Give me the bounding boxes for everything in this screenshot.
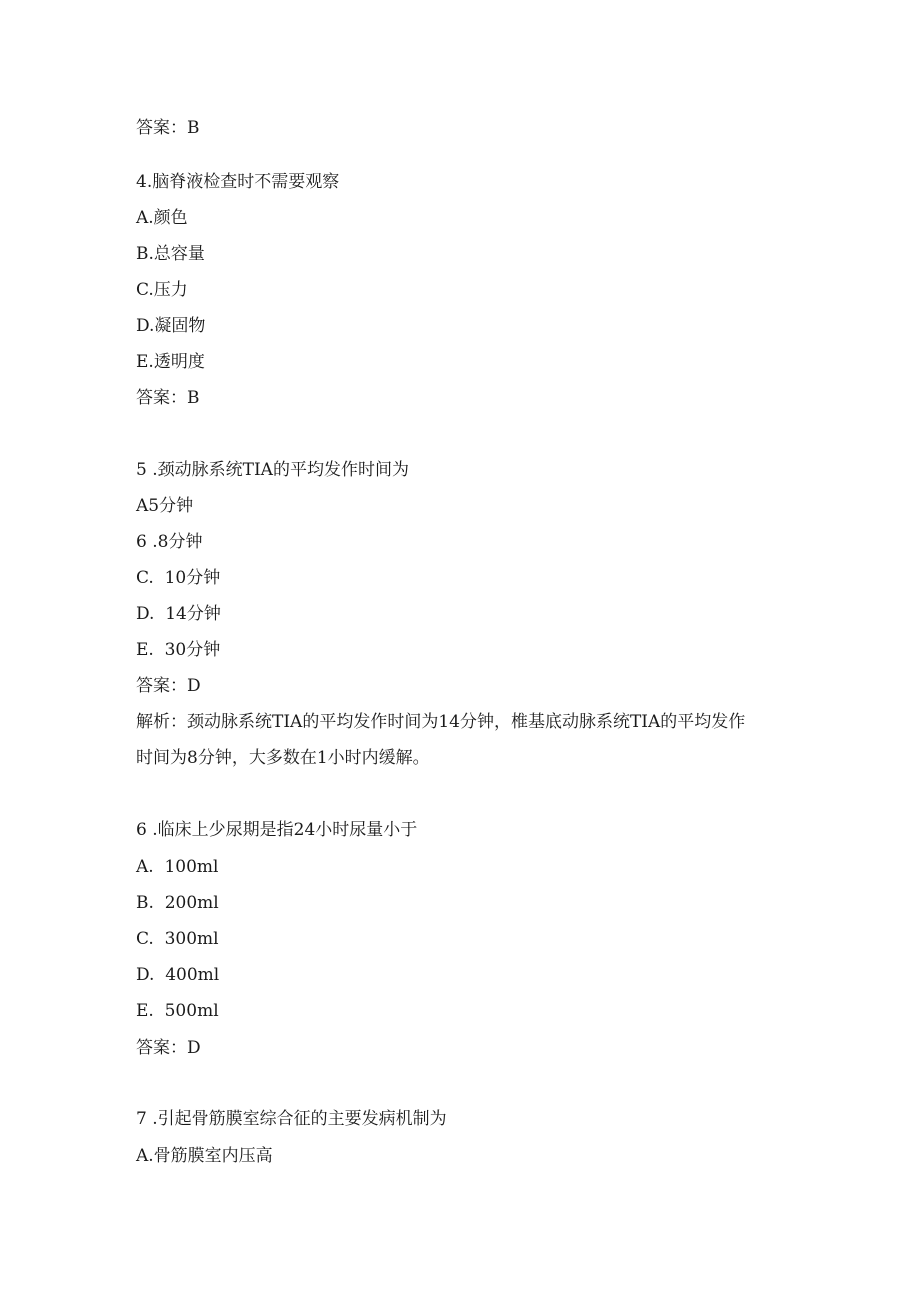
q7-stem: 7 .引起骨筋膜室综合征的主要发病机制为 [136, 1109, 447, 1129]
q5-option-c: C. 10分钟 [136, 568, 221, 588]
q5-analysis-line-1: 解析：颈动脉系统TIA的平均发作时间为14分钟，椎基底动脉系统TIA的平均发作 [136, 712, 746, 732]
q5-answer: 答案：D [136, 676, 201, 696]
q4-answer: 答案：B [136, 388, 200, 408]
q3-answer: 答案：B [136, 118, 200, 138]
q6-option-c: C. 300ml [136, 929, 219, 949]
q5-stem: 5 .颈动脉系统TIA的平均发作时间为 [136, 460, 409, 480]
q4-option-a: A.颜色 [136, 208, 188, 228]
q6-option-b: B. 200ml [136, 893, 219, 913]
q5-option-a: A5分钟 [136, 496, 194, 516]
q4-option-b: B.总容量 [136, 244, 205, 264]
q6-option-a: A. 100ml [136, 857, 219, 877]
q5-option-e: E. 30分钟 [136, 640, 221, 660]
q5-analysis-line-2: 时间为8分钟，大多数在1小时内缓解。 [136, 748, 430, 768]
q7-option-a: A.骨筋膜室内压高 [136, 1146, 273, 1166]
q5-option-d: D. 14分钟 [136, 604, 221, 624]
q4-option-c: C.压力 [136, 280, 188, 300]
q4-option-d: D.凝固物 [136, 316, 206, 336]
q6-stem: 6 .临床上少尿期是指24小时尿量小于 [136, 820, 418, 840]
q5-option-b: 6 .8分钟 [136, 532, 203, 552]
q6-option-e: E. 500ml [136, 1001, 219, 1021]
q6-option-d: D. 400ml [136, 965, 220, 985]
q4-stem: 4.脑脊液检查时不需要观察 [136, 172, 340, 192]
q6-answer: 答案：D [136, 1038, 201, 1058]
q4-option-e: E.透明度 [136, 352, 205, 372]
